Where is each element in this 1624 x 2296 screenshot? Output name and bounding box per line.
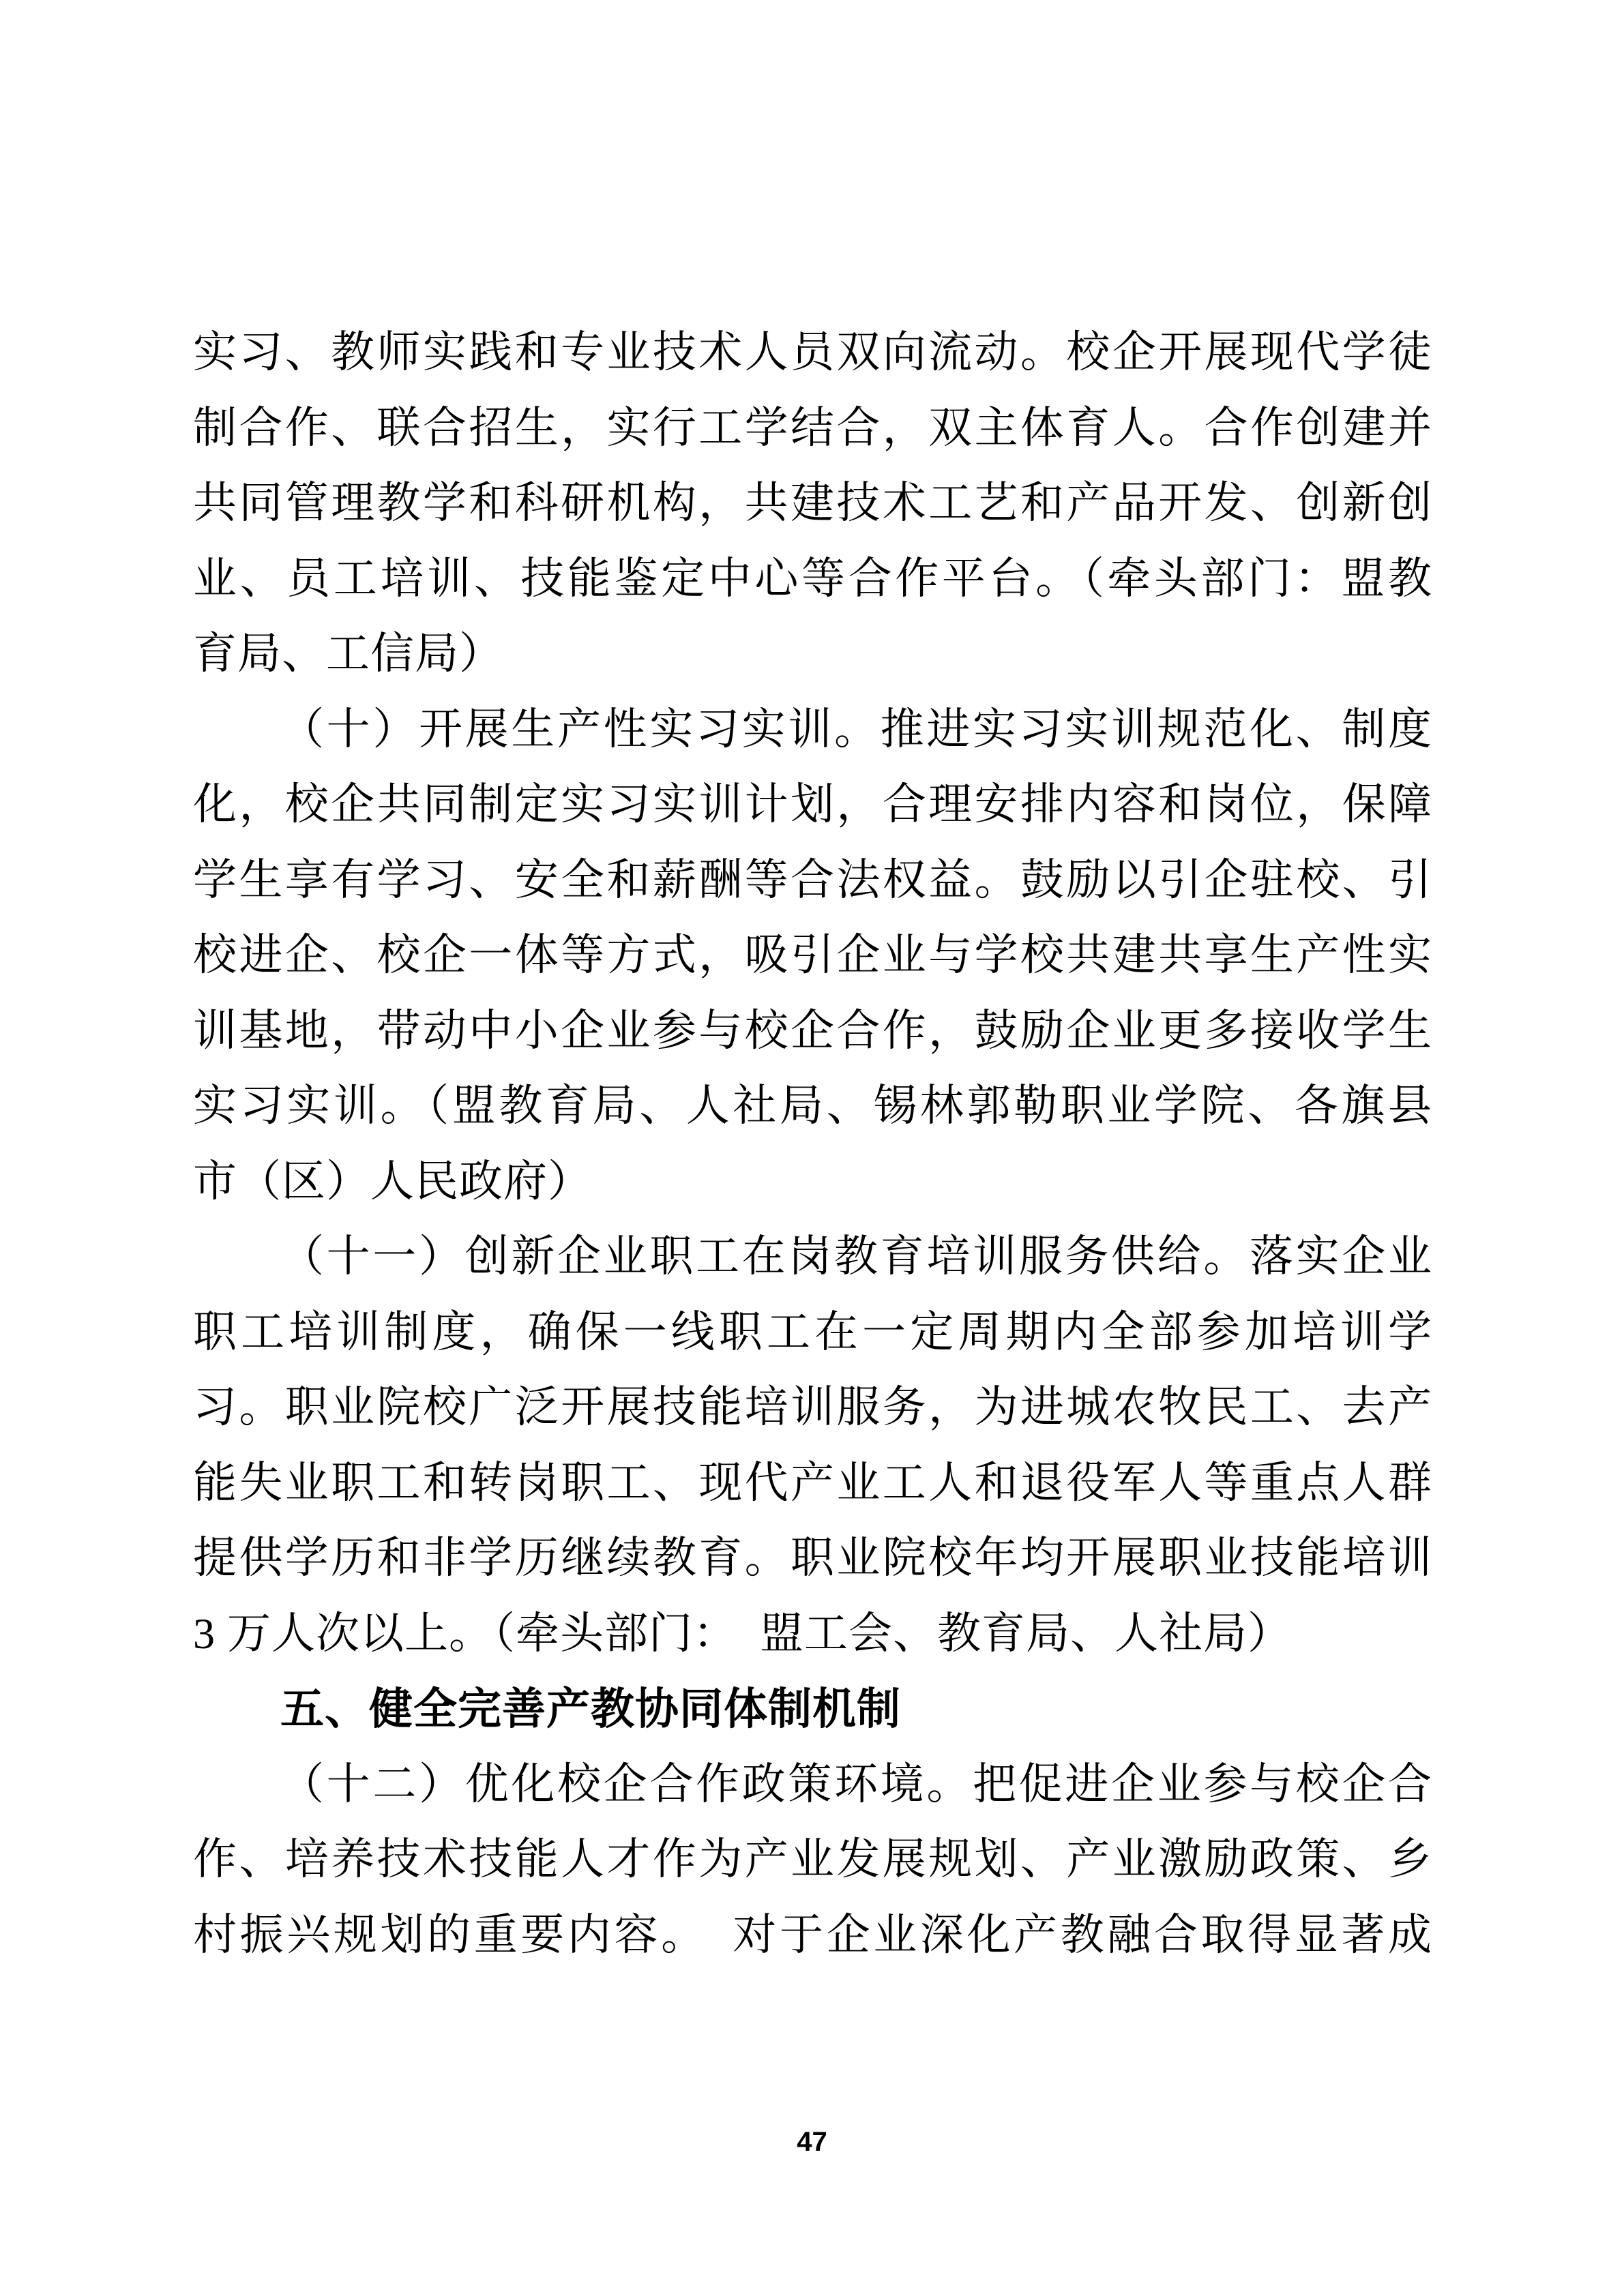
text-line: 能失业职工和转岗职工、现代产业工人和退役军人等重点人群	[193, 1458, 1432, 1507]
text-line: 职工培训制度，确保一线职工在一定周期内全部参加培训学	[193, 1307, 1432, 1356]
document-body	[193, 315, 1432, 1973]
text-line: 实习实训。（盟教育局、人社局、锡林郭勒职业学院、各旗县	[193, 1082, 1432, 1130]
text-line: 市（区）人民政府）	[193, 1157, 592, 1206]
text-line: （十二）优化校企合作政策环境。把促进企业参与校企合	[280, 1759, 1432, 1808]
text-line: 校进企、校企一体等方式，吸引企业与学校共建共享生产性实	[193, 931, 1432, 979]
text-line: 村振兴规划的重要内容。 对于企业深化产教融合取得显著成	[193, 1910, 1432, 1959]
text-line: （十）开展生产性实习实训。推进实习实训规范化、制度	[280, 704, 1432, 754]
text-line: 制合作、联合招生，实行工学结合，双主体育人。合作创建并	[193, 403, 1432, 452]
text-line: 提供学历和非学历继续教育。职业院校年均开展职业技能培训	[193, 1534, 1432, 1582]
text-line: （十一）创新企业职工在岗教育培训服务供给。落实企业	[280, 1232, 1432, 1281]
text-line: 习。职业院校广泛开展技能培训服务，为进城农牧民工、去产	[193, 1383, 1432, 1431]
text-line: 实习、教师实践和专业技术人员双向流动。校企开展现代学徒	[193, 328, 1432, 376]
text-line: 作、培养技术技能人才作为产业发展规划、产业激励政策、乡	[193, 1835, 1432, 1883]
text-line: 共同管理教学和科研机构，共建技术工艺和产品开发、创新创	[193, 479, 1432, 527]
page-number: 47	[797, 2127, 827, 2157]
text-line: 3 万人次以上。（牵头部门： 盟工会、教育局、人社局）	[193, 1609, 1292, 1658]
text-line: 业、员工培训、技能鉴定中心等合作平台。（牵头部门：盟教	[193, 554, 1432, 603]
section-heading: 五、健全完善产教协同体制机制	[280, 1684, 901, 1733]
text-line: 学生享有学习、安全和薪酬等合法权益。鼓励以引企驻校、引	[193, 855, 1432, 904]
text-line: 化，校企共同制定实习实训计划，合理安排内容和岗位，保障	[193, 780, 1432, 829]
page-footer	[0, 2126, 1624, 2158]
text-line: 育局、工信局）	[193, 629, 503, 678]
text-line: 训基地，带动中小企业参与校企合作，鼓励企业更多接收学生	[193, 1006, 1432, 1055]
